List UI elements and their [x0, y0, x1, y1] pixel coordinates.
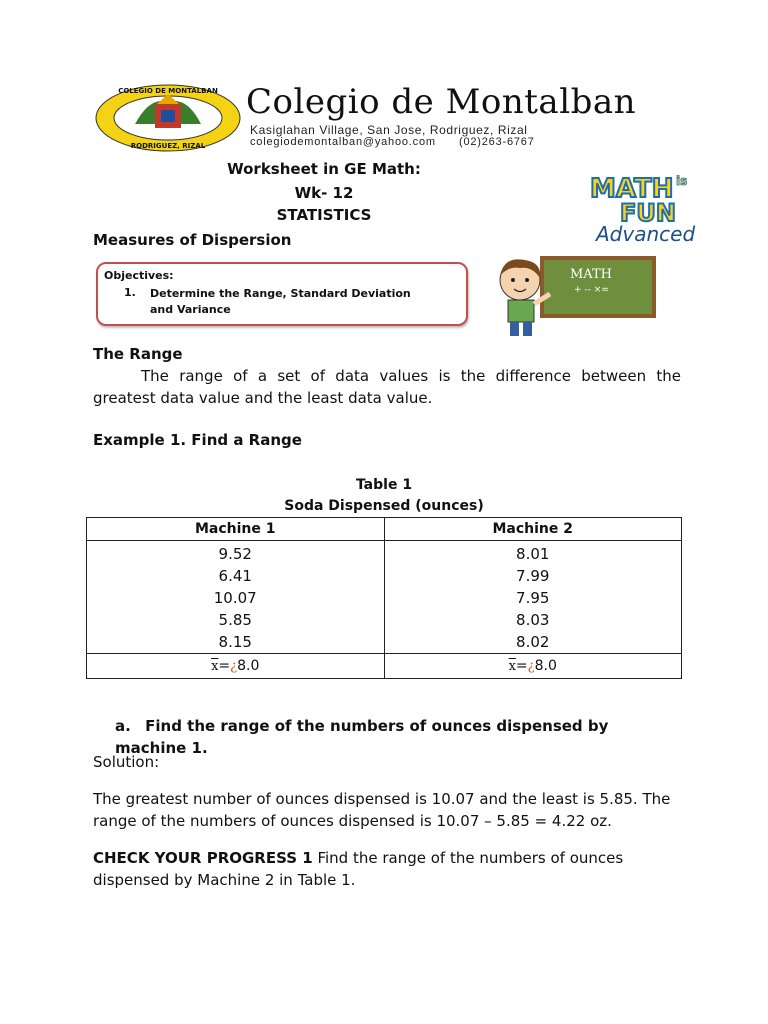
solution-label: Solution:: [93, 753, 160, 771]
table-cell: 9.52: [218, 545, 252, 563]
question-a-text: Find the range of the numbers of ounces dispensed by machine 1.: [115, 717, 609, 757]
mean-glyph: ¿: [230, 659, 238, 674]
mean-equals: =: [218, 658, 231, 674]
objective-number: 1.: [124, 286, 136, 299]
check-progress-label: CHECK YOUR PROGRESS 1: [93, 849, 313, 867]
svg-text:+ -- ×=: + -- ×=: [574, 285, 609, 295]
machine-2-mean: [384, 654, 682, 679]
svg-text:MATH: MATH: [590, 174, 674, 204]
table-cell: 7.99: [516, 567, 550, 585]
worksheet-subject: STATISTICS: [276, 206, 372, 224]
range-heading: The Range: [93, 345, 183, 363]
boy-blackboard-cartoon: [484, 254, 662, 342]
svg-text:MATH: MATH: [570, 267, 612, 282]
example-heading: Example 1. Find a Range: [93, 431, 302, 449]
machine-1-values: [87, 541, 385, 654]
mean-value: 8.0: [237, 658, 260, 674]
table-title: Soda Dispensed (ounces): [284, 498, 484, 514]
mean-row: [87, 654, 682, 679]
table-cell: 8.15: [218, 633, 252, 651]
soda-table: [86, 517, 682, 679]
school-name: Colegio de Montalban: [246, 82, 637, 122]
objectives-box: [96, 262, 468, 326]
table-cell: 10.07: [213, 589, 257, 607]
mean-glyph: ¿: [527, 659, 535, 674]
range-definition: The range of a set of data values is the difference between the greatest data value and the least data value.: [93, 367, 681, 407]
column-header-machine-2: Machine 2: [384, 518, 682, 541]
table-cell: 8.02: [516, 633, 550, 651]
mean-symbol: x: [508, 659, 516, 674]
question-a-label: a.: [115, 717, 131, 735]
svg-text:RODRIGUEZ, RIZAL: RODRIGUEZ, RIZAL: [130, 142, 206, 150]
worksheet-week: Wk- 12: [294, 184, 354, 202]
table-caption: Table 1: [355, 477, 413, 493]
svg-text:Advanced: Advanced: [596, 222, 696, 246]
objective-text: Determine the Range, Standard Deviation and Variance: [150, 287, 411, 316]
table-cell: 7.95: [516, 589, 550, 607]
school-email: colegiodemontalban@yahoo.com: [250, 136, 436, 148]
school-contact: [250, 136, 535, 148]
machine-2-values: [384, 541, 682, 654]
mean-value: 8.0: [534, 658, 557, 674]
mean-equals: =: [515, 658, 528, 674]
machine-1-mean: [87, 654, 385, 679]
check-progress-text: Find the range of the numbers of ounces dispensed by Machine 2 in Table 1.: [93, 849, 624, 889]
school-seal-logo: [95, 84, 241, 152]
school-address: Kasiglahan Village, San Jose, Rodriguez, Rizal: [250, 123, 528, 137]
school-phone: (02)263-6767: [458, 136, 535, 148]
worksheet-title: Worksheet in GE Math:: [227, 160, 421, 178]
topic-heading: Measures of Dispersion: [93, 231, 292, 249]
table-cell: 5.85: [218, 611, 252, 629]
svg-text:is: is: [676, 174, 688, 188]
mean-symbol: x: [211, 659, 219, 674]
table-cell: 8.03: [516, 611, 550, 629]
svg-text:COLEGIO DE MONTALBAN: COLEGIO DE MONTALBAN: [118, 87, 218, 95]
svg-text:FUN: FUN: [620, 199, 676, 227]
table-cell: 6.41: [218, 567, 252, 585]
column-header-machine-1: Machine 1: [87, 518, 385, 541]
check-progress: [93, 847, 681, 891]
table-header-row: [87, 518, 682, 541]
table-cell: 8.01: [516, 545, 550, 563]
table-row: [87, 541, 682, 654]
solution-text: The greatest number of ounces dispensed is 10.07 and the least is 5.85. The range of the numbers of ounces dispensed is 10.07 – 5.85 = 4.22 oz.: [93, 790, 671, 830]
objectives-title: Objectives:: [104, 269, 174, 282]
